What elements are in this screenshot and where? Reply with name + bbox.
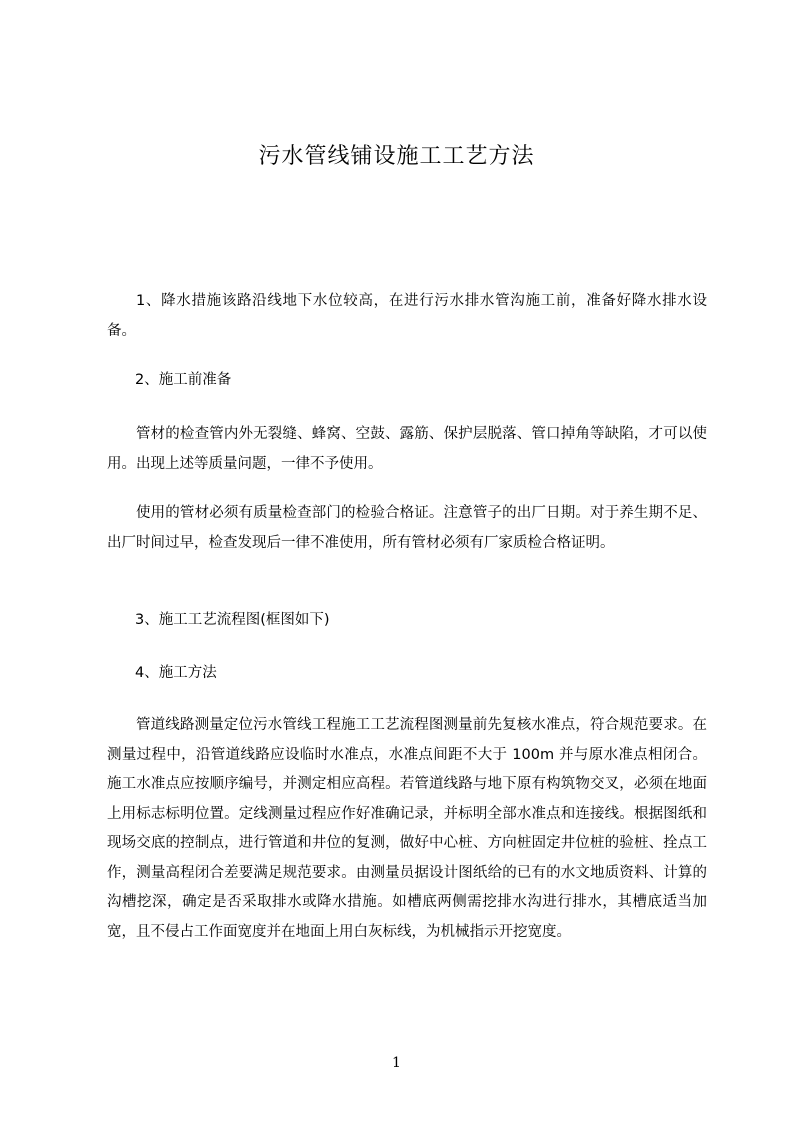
- heading-preparation: 2、施工前准备: [135, 372, 232, 388]
- paragraph-survey-method: 管道线路测量定位污水管线工程施工工艺流程图测量前先复核水准点，符合规范要求。在测量过程中，沿管道线路应设临时水准点，水准点间距不大于 100m 并与原水准点相闭合。施工水准点应按顺序编号，并测定相应高程。若管道线路与地下原有构筑物交叉，必须在地面上用标志标明位置。定线测量过程应作好准确记录，并标明全部水准点和连接线。根据图纸和现场交底的控制点，进行管道和井位的复测，做好中心桩、方向桩固定井位桩的验桩、拴点工作，测量高程闭合差要满足规范要求。由测量员据设计图纸给的已有的水文地质资料、计算的沟槽挖深，确定是否采取排水或降水措施。如槽底两侧需挖排水沟进行排水，其槽底适当加宽，且不侵占工作面宽度并在地面上用白灰标线，为机械指示开挖宽度。: [107, 717, 707, 940]
- paragraph-dewatering: 1、降水措施该路沿线地下水位较高，在进行污水排水管沟施工前，准备好降水排水设备。: [107, 293, 707, 339]
- page-number: 1: [392, 1055, 401, 1071]
- heading-construction-method: 4、施工方法: [135, 665, 217, 681]
- paragraph-pipe-inspection: 管材的检查管内外无裂缝、蜂窝、空鼓、露筋、保护层脱落、管口掉角等缺陷，才可以使用。出现上述等质量问题，一律不予使用。: [107, 426, 707, 472]
- document-title: 污水管线铺设施工工艺方法: [258, 144, 535, 169]
- paragraph-pipe-certificate: 使用的管材必须有质量检查部门的检验合格证。注意管子的出厂日期。对于养生期不足、出厂时间过早，检查发现后一律不准使用，所有管材必须有厂家质检合格证明。: [107, 505, 707, 551]
- heading-process-flow: 3、施工工艺流程图(框图如下): [135, 612, 330, 628]
